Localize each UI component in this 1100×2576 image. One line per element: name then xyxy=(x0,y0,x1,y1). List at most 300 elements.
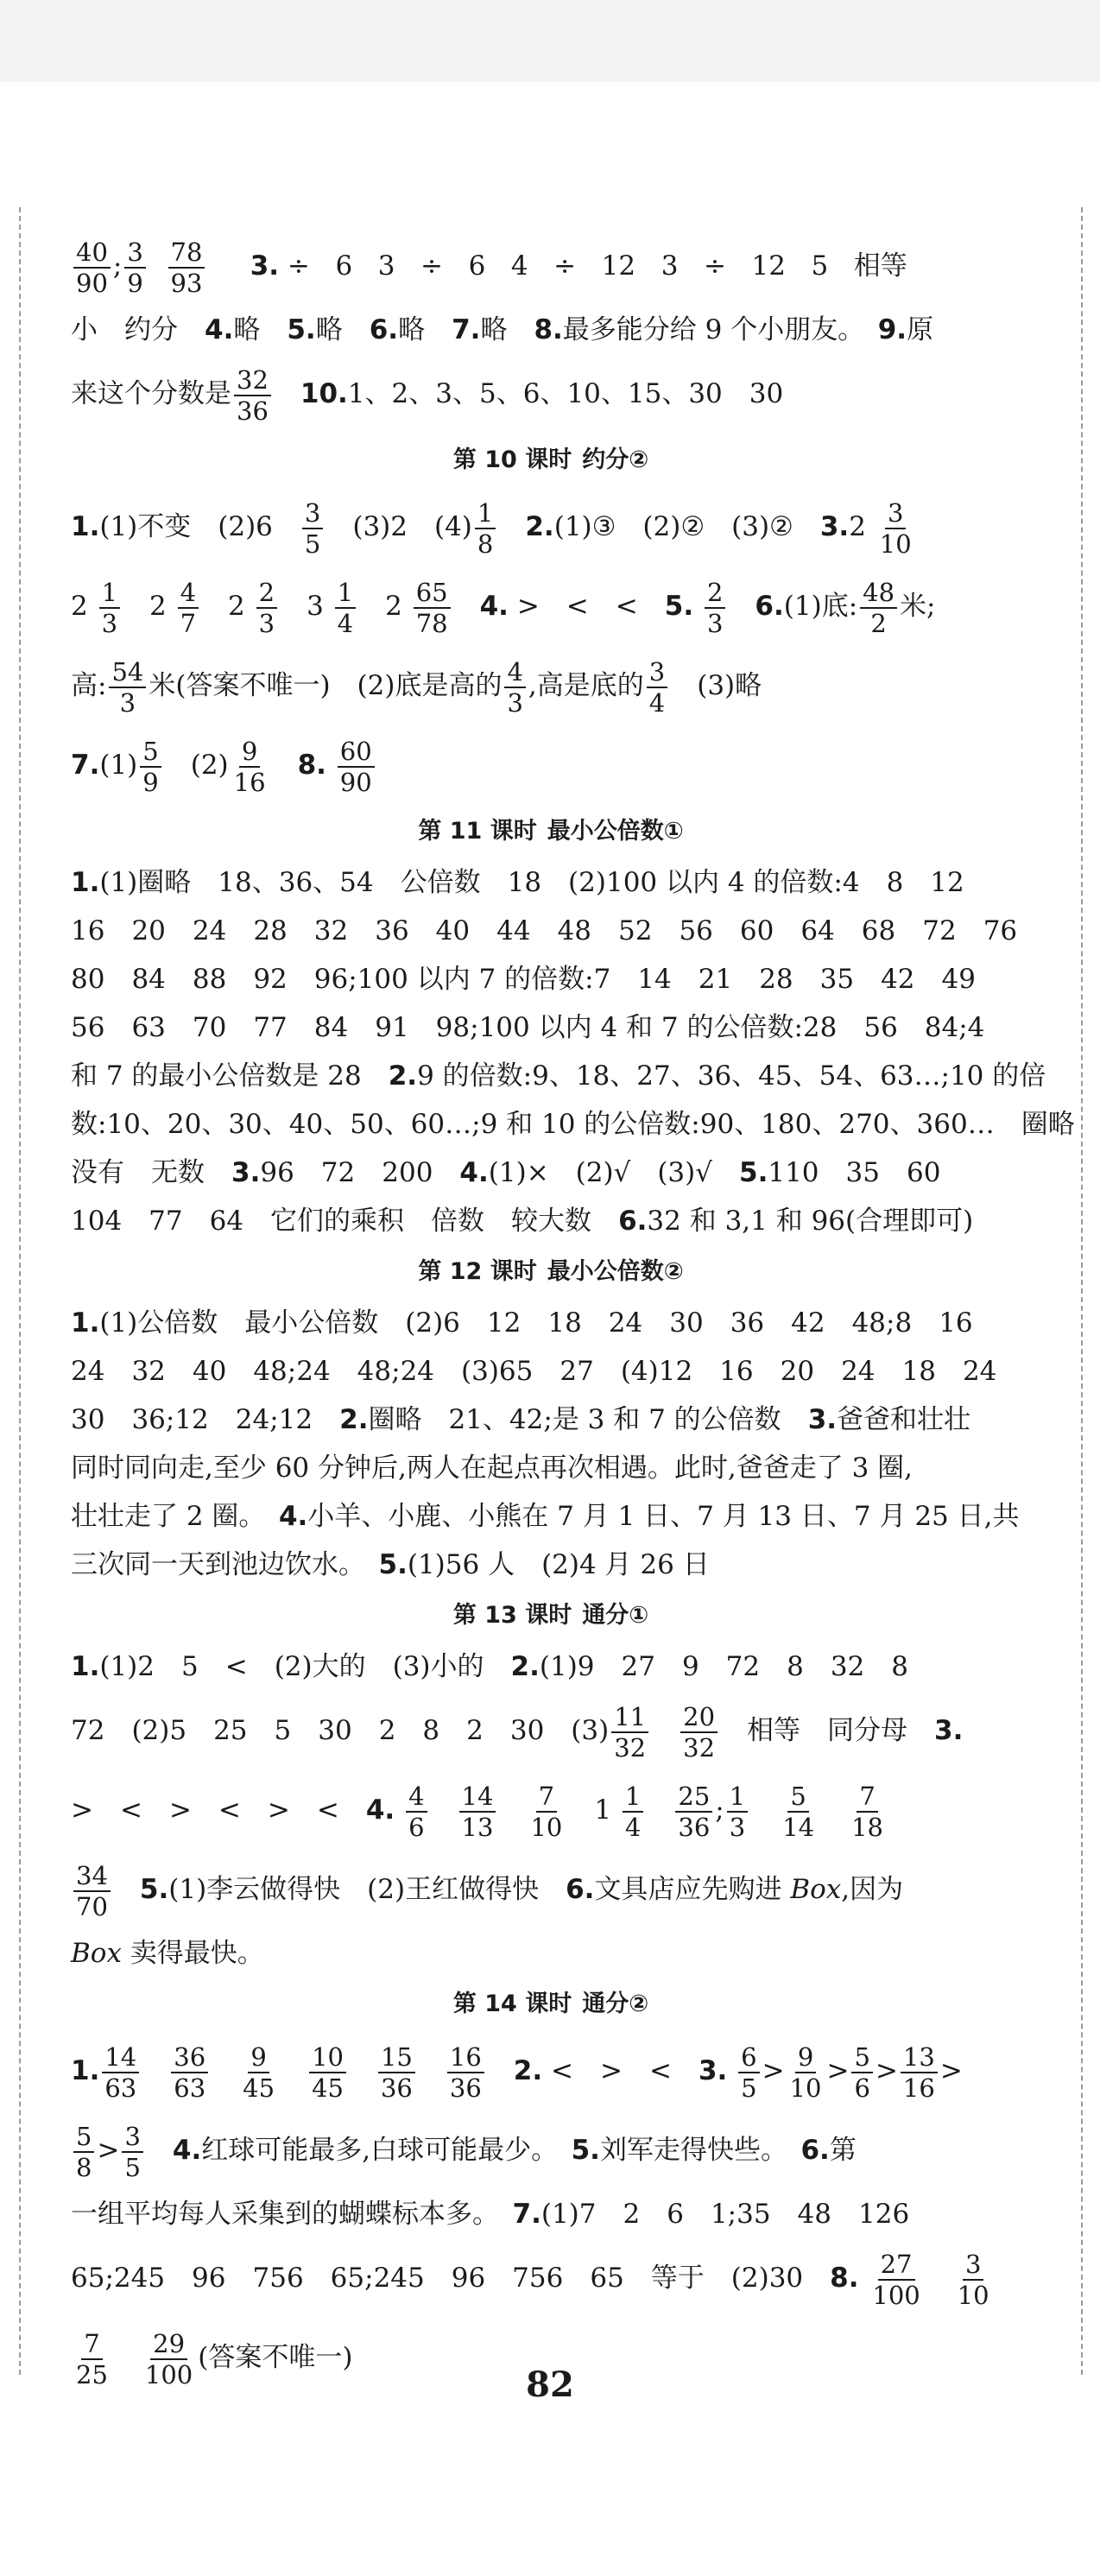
answer-line xyxy=(71,725,1031,805)
answer-text: ,因为 xyxy=(841,1874,904,1905)
fraction xyxy=(680,1703,718,1762)
question-number: 5. xyxy=(664,591,694,622)
heading-text: 约分② xyxy=(582,446,649,473)
denominator: 36 xyxy=(449,2073,482,2103)
heading-text: 最小公倍数① xyxy=(547,818,684,845)
fraction xyxy=(727,1782,748,1841)
question-number: 5. xyxy=(139,1874,169,1905)
answer-text xyxy=(274,378,300,409)
answer-text: < > < xyxy=(542,2055,699,2086)
answer-line xyxy=(71,1691,1031,1770)
question-number: 10. xyxy=(300,378,348,409)
answer-text: 56 63 70 77 84 91 98;100 以内 4 和 7 的公倍数:28 56 84;4 xyxy=(71,1012,985,1043)
denominator: 100 xyxy=(144,2359,193,2389)
answer-text: 高: xyxy=(71,670,107,701)
answer-text: (答案不唯一) xyxy=(198,2342,353,2373)
denominator: 70 xyxy=(76,1891,108,1921)
numerator: 10 xyxy=(309,2043,346,2073)
answer-text xyxy=(487,2055,514,2086)
question-number: 1. xyxy=(71,867,100,898)
answer-text: 略 xyxy=(315,314,370,345)
answer-line xyxy=(71,1770,1031,1850)
fraction xyxy=(302,499,323,558)
denominator: 32 xyxy=(614,1732,647,1763)
answer-text xyxy=(727,2055,736,2086)
numerator: 14 xyxy=(102,2043,139,2073)
answer-text: 卖得最快。 xyxy=(121,1938,264,1969)
denominator: 63 xyxy=(174,2073,206,2103)
answer-text: (1)底: xyxy=(783,591,858,622)
question-number: 3. xyxy=(807,1404,838,1435)
fraction xyxy=(504,658,525,717)
answer-text: (1) xyxy=(99,750,138,781)
denominator: 4 xyxy=(648,687,666,718)
denominator: 8 xyxy=(76,2152,92,2182)
heading-text: 第 14 课时 xyxy=(452,1991,572,2017)
answer-text: 米; xyxy=(900,591,936,622)
numerator: 3 xyxy=(885,499,906,529)
answer-text: 2 xyxy=(123,591,175,622)
fraction xyxy=(140,737,161,796)
answer-text: (1)9 27 9 72 8 32 8 xyxy=(539,1651,909,1682)
question-number: 7. xyxy=(452,314,481,345)
denominator: 9 xyxy=(142,767,159,797)
answer-line xyxy=(71,1850,1031,1929)
answer-line xyxy=(71,487,1031,566)
denominator: 10 xyxy=(530,1812,563,1842)
answer-text: 第 xyxy=(829,2135,857,2166)
denominator: 3 xyxy=(119,687,136,718)
answer-text: > xyxy=(939,2055,963,2086)
answer-text: 80 84 88 92 96;100 以内 7 的倍数:7 14 21 28 35 42 49 xyxy=(71,964,976,995)
question-number: 8. xyxy=(297,750,326,781)
numerator: 54 xyxy=(109,658,146,688)
numerator: 27 xyxy=(878,2250,915,2281)
answer-line xyxy=(71,2190,1031,2238)
denominator: 2 xyxy=(870,608,887,638)
fraction xyxy=(447,2043,484,2102)
numerator: 3 xyxy=(647,658,667,688)
numerator: 3 xyxy=(963,2250,983,2281)
fraction xyxy=(459,1782,496,1841)
answer-line xyxy=(71,2111,1031,2190)
answer-text: 一组平均每人采集到的蝴蝶标本多。 xyxy=(71,2199,513,2230)
denominator: 36 xyxy=(678,1812,711,1842)
fraction xyxy=(335,579,356,637)
answer-line xyxy=(71,1197,1031,1245)
numerator: 9 xyxy=(795,2043,816,2073)
fraction xyxy=(705,579,725,637)
answer-line xyxy=(71,566,1031,646)
answer-line xyxy=(71,858,1031,907)
question-number: 6. xyxy=(566,1874,595,1905)
answer-text: (1)公倍数 最小公倍数 (2)6 12 18 24 30 36 42 48;8 16 xyxy=(99,1307,973,1339)
numerator: 20 xyxy=(680,1703,718,1733)
question-number: 3. xyxy=(698,2055,728,2086)
lesson-heading xyxy=(71,805,1031,858)
numerator: 7 xyxy=(857,1782,877,1813)
answer-text: 来这个分数是 xyxy=(71,378,231,409)
left-margin-dashed-line xyxy=(19,207,21,2375)
question-number: 3. xyxy=(231,1157,261,1188)
fraction xyxy=(309,2043,346,2102)
denominator: 100 xyxy=(872,2280,920,2310)
answer-text: 9 的倍数:9、18、27、36、45、54、63…;10 的倍 xyxy=(417,1060,1046,1092)
answer-line xyxy=(71,1100,1075,1149)
numerator: 4 xyxy=(178,579,199,609)
denominator: 90 xyxy=(339,767,372,797)
answer-text: 没有 无数 xyxy=(71,1157,231,1188)
answer-line xyxy=(71,907,1031,955)
answer-text: 略 xyxy=(398,314,452,345)
fraction xyxy=(240,2043,277,2102)
answer-text xyxy=(646,1794,673,1826)
fraction xyxy=(124,238,145,297)
numerator: 13 xyxy=(901,2043,938,2073)
answer-text: (1)× (2)√ (3)√ xyxy=(488,1157,739,1188)
numerator: 1 xyxy=(727,1782,748,1813)
answer-text: 2 xyxy=(201,591,254,622)
lesson-heading xyxy=(71,1245,1031,1299)
question-number: 6. xyxy=(618,1206,648,1237)
answer-text: 3 xyxy=(280,591,332,622)
answer-line xyxy=(71,1003,1031,1052)
fraction xyxy=(955,2250,992,2309)
numerator: 3 xyxy=(124,238,145,269)
numerator: 29 xyxy=(150,2330,187,2360)
denominator: 5 xyxy=(304,528,321,559)
answer-text: > < > < > < xyxy=(71,1794,366,1826)
answer-text: 2 xyxy=(358,591,411,622)
question-number: 2. xyxy=(388,1060,418,1092)
fraction xyxy=(378,2043,415,2102)
answer-text xyxy=(142,2055,168,2086)
answer-text xyxy=(859,2263,868,2294)
question-number: 6. xyxy=(755,591,784,622)
answer-text: 2 xyxy=(71,591,97,622)
answer-text: 原 xyxy=(907,314,934,345)
fraction xyxy=(102,2043,139,2102)
answer-line xyxy=(71,1052,1046,1100)
fraction xyxy=(73,238,111,297)
answer-line xyxy=(71,1299,1031,1347)
answer-line xyxy=(71,354,1031,434)
denominator: 7 xyxy=(180,608,197,638)
answer-text xyxy=(349,2055,376,2086)
answer-line xyxy=(71,1492,1031,1541)
question-number: 2. xyxy=(339,1404,369,1435)
denominator: 3 xyxy=(507,687,523,718)
answer-text xyxy=(819,1794,846,1826)
question-number: 3. xyxy=(250,250,280,282)
answer-text: 16 20 24 28 32 36 40 44 48 52 56 60 64 68 72 76 xyxy=(71,915,1018,946)
answer-text: > xyxy=(826,2055,850,2086)
answer-text: 65;245 96 756 65;245 96 756 65 等于 (2)30 xyxy=(71,2263,831,2294)
answer-text: 24 32 40 48;24 48;24 (3)65 27 (4)12 16 20 24 18 24 xyxy=(71,1356,997,1387)
denominator: 10 xyxy=(879,528,912,559)
fraction xyxy=(338,737,375,796)
denominator: 16 xyxy=(902,2073,935,2103)
fraction xyxy=(647,658,667,717)
fraction xyxy=(738,2043,759,2102)
fraction xyxy=(109,658,146,717)
answer-line xyxy=(71,1149,1031,1197)
question-number: 5. xyxy=(378,1549,408,1580)
answer-line xyxy=(71,2031,1031,2111)
answer-text xyxy=(418,2055,445,2086)
denominator: 32 xyxy=(683,1732,716,1763)
answer-text: 110 35 60 xyxy=(768,1157,941,1188)
question-number: 1. xyxy=(71,2055,100,2086)
numerator: 3 xyxy=(302,499,323,529)
denominator: 6 xyxy=(854,2073,870,2103)
answer-text: 略 xyxy=(480,314,534,345)
answer-text xyxy=(211,2055,237,2086)
question-number: 4. xyxy=(459,1157,489,1188)
answer-text: 1、2、3、5、6、10、15、30 30 xyxy=(347,378,784,409)
denominator: 3 xyxy=(729,1812,746,1842)
answer-text: ÷ 6 3 ÷ 6 4 ÷ 12 3 ÷ 12 5 相等 xyxy=(279,250,907,282)
answer-text: 爸爸和壮壮 xyxy=(837,1404,971,1435)
answer-text: ; xyxy=(112,250,123,282)
numerator: 9 xyxy=(239,737,260,768)
numerator: 78 xyxy=(168,238,205,269)
fraction xyxy=(901,2043,938,2102)
fraction xyxy=(611,1703,648,1762)
numerator: 14 xyxy=(459,1782,496,1813)
numerator: 16 xyxy=(447,2043,484,2073)
numerator: 11 xyxy=(611,1703,648,1733)
fraction xyxy=(414,579,451,637)
answer-text: 小羊、小鹿、小熊在 7 月 1 日、7 月 13 日、7 月 25 日,共 xyxy=(307,1501,1020,1532)
numerator: 25 xyxy=(675,1782,712,1813)
question-number: 6. xyxy=(369,314,399,345)
answer-text: 数:10、20、30、40、50、60…;9 和 10 的公倍数:90、180、270、360… 圈略 xyxy=(71,1109,1075,1140)
answer-text xyxy=(280,2055,307,2086)
answer-text: ,高是底的 xyxy=(528,670,644,701)
heading-text: 第 11 课时 xyxy=(418,818,537,845)
denominator: 25 xyxy=(76,2359,108,2389)
answer-text: 30 36;12 24;12 xyxy=(71,1404,340,1435)
fraction xyxy=(406,1782,427,1841)
answer-text xyxy=(113,1874,140,1905)
denominator: 4 xyxy=(337,608,354,638)
answer-text: 文具店应先购进 xyxy=(594,1874,791,1905)
numerator: 32 xyxy=(234,366,271,396)
fraction xyxy=(780,1782,817,1841)
answer-text: 104 77 64 它们的乘积 倍数 较大数 xyxy=(71,1206,619,1237)
fraction xyxy=(168,238,205,297)
fraction xyxy=(623,1782,643,1841)
numerator: 1 xyxy=(623,1782,643,1813)
answer-text: 32 和 3,1 和 96(合理即可) xyxy=(647,1206,974,1237)
denominator: 5 xyxy=(741,2073,757,2103)
answer-line xyxy=(71,1541,1031,1589)
numerator: 34 xyxy=(73,1862,111,1892)
fraction xyxy=(256,579,277,637)
denominator: 14 xyxy=(782,1812,815,1842)
question-number: 2. xyxy=(513,2055,543,2086)
question-number: 4. xyxy=(205,314,234,345)
denominator: 45 xyxy=(312,2073,344,2103)
heading-text: 第 13 课时 xyxy=(452,1602,572,1629)
answer-text: 三次同一天到池边饮水。 xyxy=(71,1549,379,1580)
answer-text xyxy=(207,250,250,282)
numerator: 4 xyxy=(504,658,525,688)
question-number: 4. xyxy=(172,2135,202,2166)
fraction xyxy=(122,2123,142,2181)
numerator: 36 xyxy=(171,2043,208,2073)
answer-text: > xyxy=(762,2055,785,2086)
answer-text: > xyxy=(97,2135,120,2166)
numerator: 1 xyxy=(335,579,356,609)
denominator: 13 xyxy=(461,1812,494,1842)
answer-text: (3)略 xyxy=(670,670,762,701)
denominator: 45 xyxy=(243,2073,275,2103)
numerator: 5 xyxy=(787,1782,808,1813)
question-number: 5. xyxy=(571,2135,600,2166)
question-number: 4. xyxy=(278,1501,308,1532)
numerator: 3 xyxy=(122,2123,142,2153)
question-number: 6. xyxy=(800,2135,830,2166)
fraction xyxy=(475,499,496,558)
question-number: 5. xyxy=(287,314,316,345)
denominator: 5 xyxy=(124,2152,141,2182)
question-number: 1. xyxy=(71,511,100,542)
italic-term: Box xyxy=(71,1938,122,1969)
answer-line xyxy=(71,955,1031,1003)
question-number: 4. xyxy=(479,591,509,622)
lesson-heading xyxy=(71,1589,1031,1642)
answer-text: 最多能分给 9 个小朋友。 xyxy=(562,314,878,345)
question-number: 3. xyxy=(934,1715,964,1746)
denominator: 18 xyxy=(851,1812,883,1842)
numerator: 5 xyxy=(140,737,161,768)
answer-text: 1 xyxy=(567,1794,620,1826)
answer-text xyxy=(149,250,166,282)
fraction xyxy=(851,2043,872,2102)
heading-text: 通分① xyxy=(582,1602,649,1629)
denominator: 93 xyxy=(170,268,203,298)
answer-text: > xyxy=(875,2055,898,2086)
answer-text xyxy=(146,2135,173,2166)
answer-line xyxy=(71,1347,1031,1396)
question-number: 2. xyxy=(510,1651,540,1682)
numerator: 2 xyxy=(705,579,725,609)
answer-text xyxy=(926,2263,952,2294)
heading-text: 第 10 课时 xyxy=(452,446,572,473)
answer-text: 小 约分 xyxy=(71,314,205,345)
numerator: 2 xyxy=(256,579,277,609)
answer-text: 相等 同分母 xyxy=(720,1715,935,1746)
denominator: 6 xyxy=(408,1812,425,1842)
fraction xyxy=(178,579,199,637)
denominator: 4 xyxy=(624,1812,642,1842)
answer-text: (1)李云做得快 (2)王红做得快 xyxy=(168,1874,566,1905)
answer-text: (1)不变 (2)6 xyxy=(99,511,300,542)
denominator: 3 xyxy=(706,608,724,638)
answer-text: 72 (2)5 25 5 30 2 8 2 30 (3) xyxy=(71,1715,610,1746)
numerator: 65 xyxy=(414,579,451,609)
numerator: 15 xyxy=(378,2043,415,2073)
answer-text: 红球可能最多,白球可能最少。 xyxy=(201,2135,572,2166)
numerator: 7 xyxy=(536,1782,557,1813)
answer-text xyxy=(693,591,702,622)
answer-text: 同时同向走,至少 60 分钟后,两人在起点再次相遇。此时,爸爸走了 3 圈, xyxy=(71,1453,913,1484)
denominator: 10 xyxy=(789,2073,822,2103)
page-number: 82 xyxy=(526,2364,574,2405)
numerator: 5 xyxy=(73,2123,94,2153)
answer-text: (1)2 5 < (2)大的 (3)小的 xyxy=(99,1651,511,1682)
question-number: 1. xyxy=(71,1307,100,1339)
fraction xyxy=(73,2123,94,2181)
question-number: 1. xyxy=(71,1651,100,1682)
denominator: 10 xyxy=(957,2280,989,2310)
answer-text: 米(答案不唯一) (2)底是高的 xyxy=(149,670,503,701)
fraction xyxy=(231,737,269,796)
answer-text xyxy=(728,591,755,622)
lesson-heading xyxy=(71,1978,1031,2031)
fraction xyxy=(99,579,120,637)
question-number: 7. xyxy=(71,750,100,781)
fraction xyxy=(877,499,914,558)
answer-text xyxy=(326,750,335,781)
top-scan-band xyxy=(0,0,1100,82)
answer-text: (3)2 (4) xyxy=(326,511,472,542)
numerator: 5 xyxy=(851,2043,872,2073)
answer-text xyxy=(651,1715,678,1746)
answer-text: (2) xyxy=(163,750,229,781)
answer-text: 刘军走得快些。 xyxy=(599,2135,801,2166)
numerator: 9 xyxy=(248,2043,269,2073)
answer-text xyxy=(430,1794,457,1826)
denominator: 90 xyxy=(76,268,108,298)
question-number: 7. xyxy=(512,2199,541,2230)
denominator: 16 xyxy=(233,767,266,797)
answer-line xyxy=(71,306,1031,354)
answer-line xyxy=(71,1642,1031,1691)
numerator: 40 xyxy=(73,238,111,269)
fraction xyxy=(528,1782,565,1841)
fraction xyxy=(171,2043,208,2102)
question-number: 5. xyxy=(739,1157,768,1188)
lesson-heading xyxy=(71,434,1031,487)
question-number: 4. xyxy=(365,1794,395,1826)
right-margin-dashed-line xyxy=(1081,207,1083,2375)
numerator: 1 xyxy=(475,499,496,529)
heading-text: 最小公倍数② xyxy=(547,1258,684,1285)
denominator: 36 xyxy=(380,2073,413,2103)
answer-line xyxy=(71,646,1031,725)
fraction xyxy=(860,579,897,637)
answer-line xyxy=(71,1929,1031,1978)
numerator: 1 xyxy=(99,579,120,609)
fraction xyxy=(73,1862,111,1921)
answer-text xyxy=(750,1794,777,1826)
answer-text: (1)圈略 18、36、54 公倍数 18 (2)100 以内 4 的倍数:4 8 12 xyxy=(99,867,964,898)
numerator: 60 xyxy=(338,737,375,768)
answer-text: ; xyxy=(715,1794,724,1826)
answer-text: 壮壮走了 2 圈。 xyxy=(71,1501,279,1532)
answer-line xyxy=(71,1444,1031,1492)
answer-text: (1)56 人 (2)4 月 26 日 xyxy=(407,1549,710,1580)
answer-key-content xyxy=(71,226,1075,2397)
fraction xyxy=(869,2250,922,2309)
answer-text: 96 72 200 xyxy=(260,1157,460,1188)
fraction xyxy=(849,1782,886,1841)
answer-text: 2 xyxy=(849,511,875,542)
answer-text: 和 7 的最小公倍数是 28 xyxy=(71,1060,389,1092)
